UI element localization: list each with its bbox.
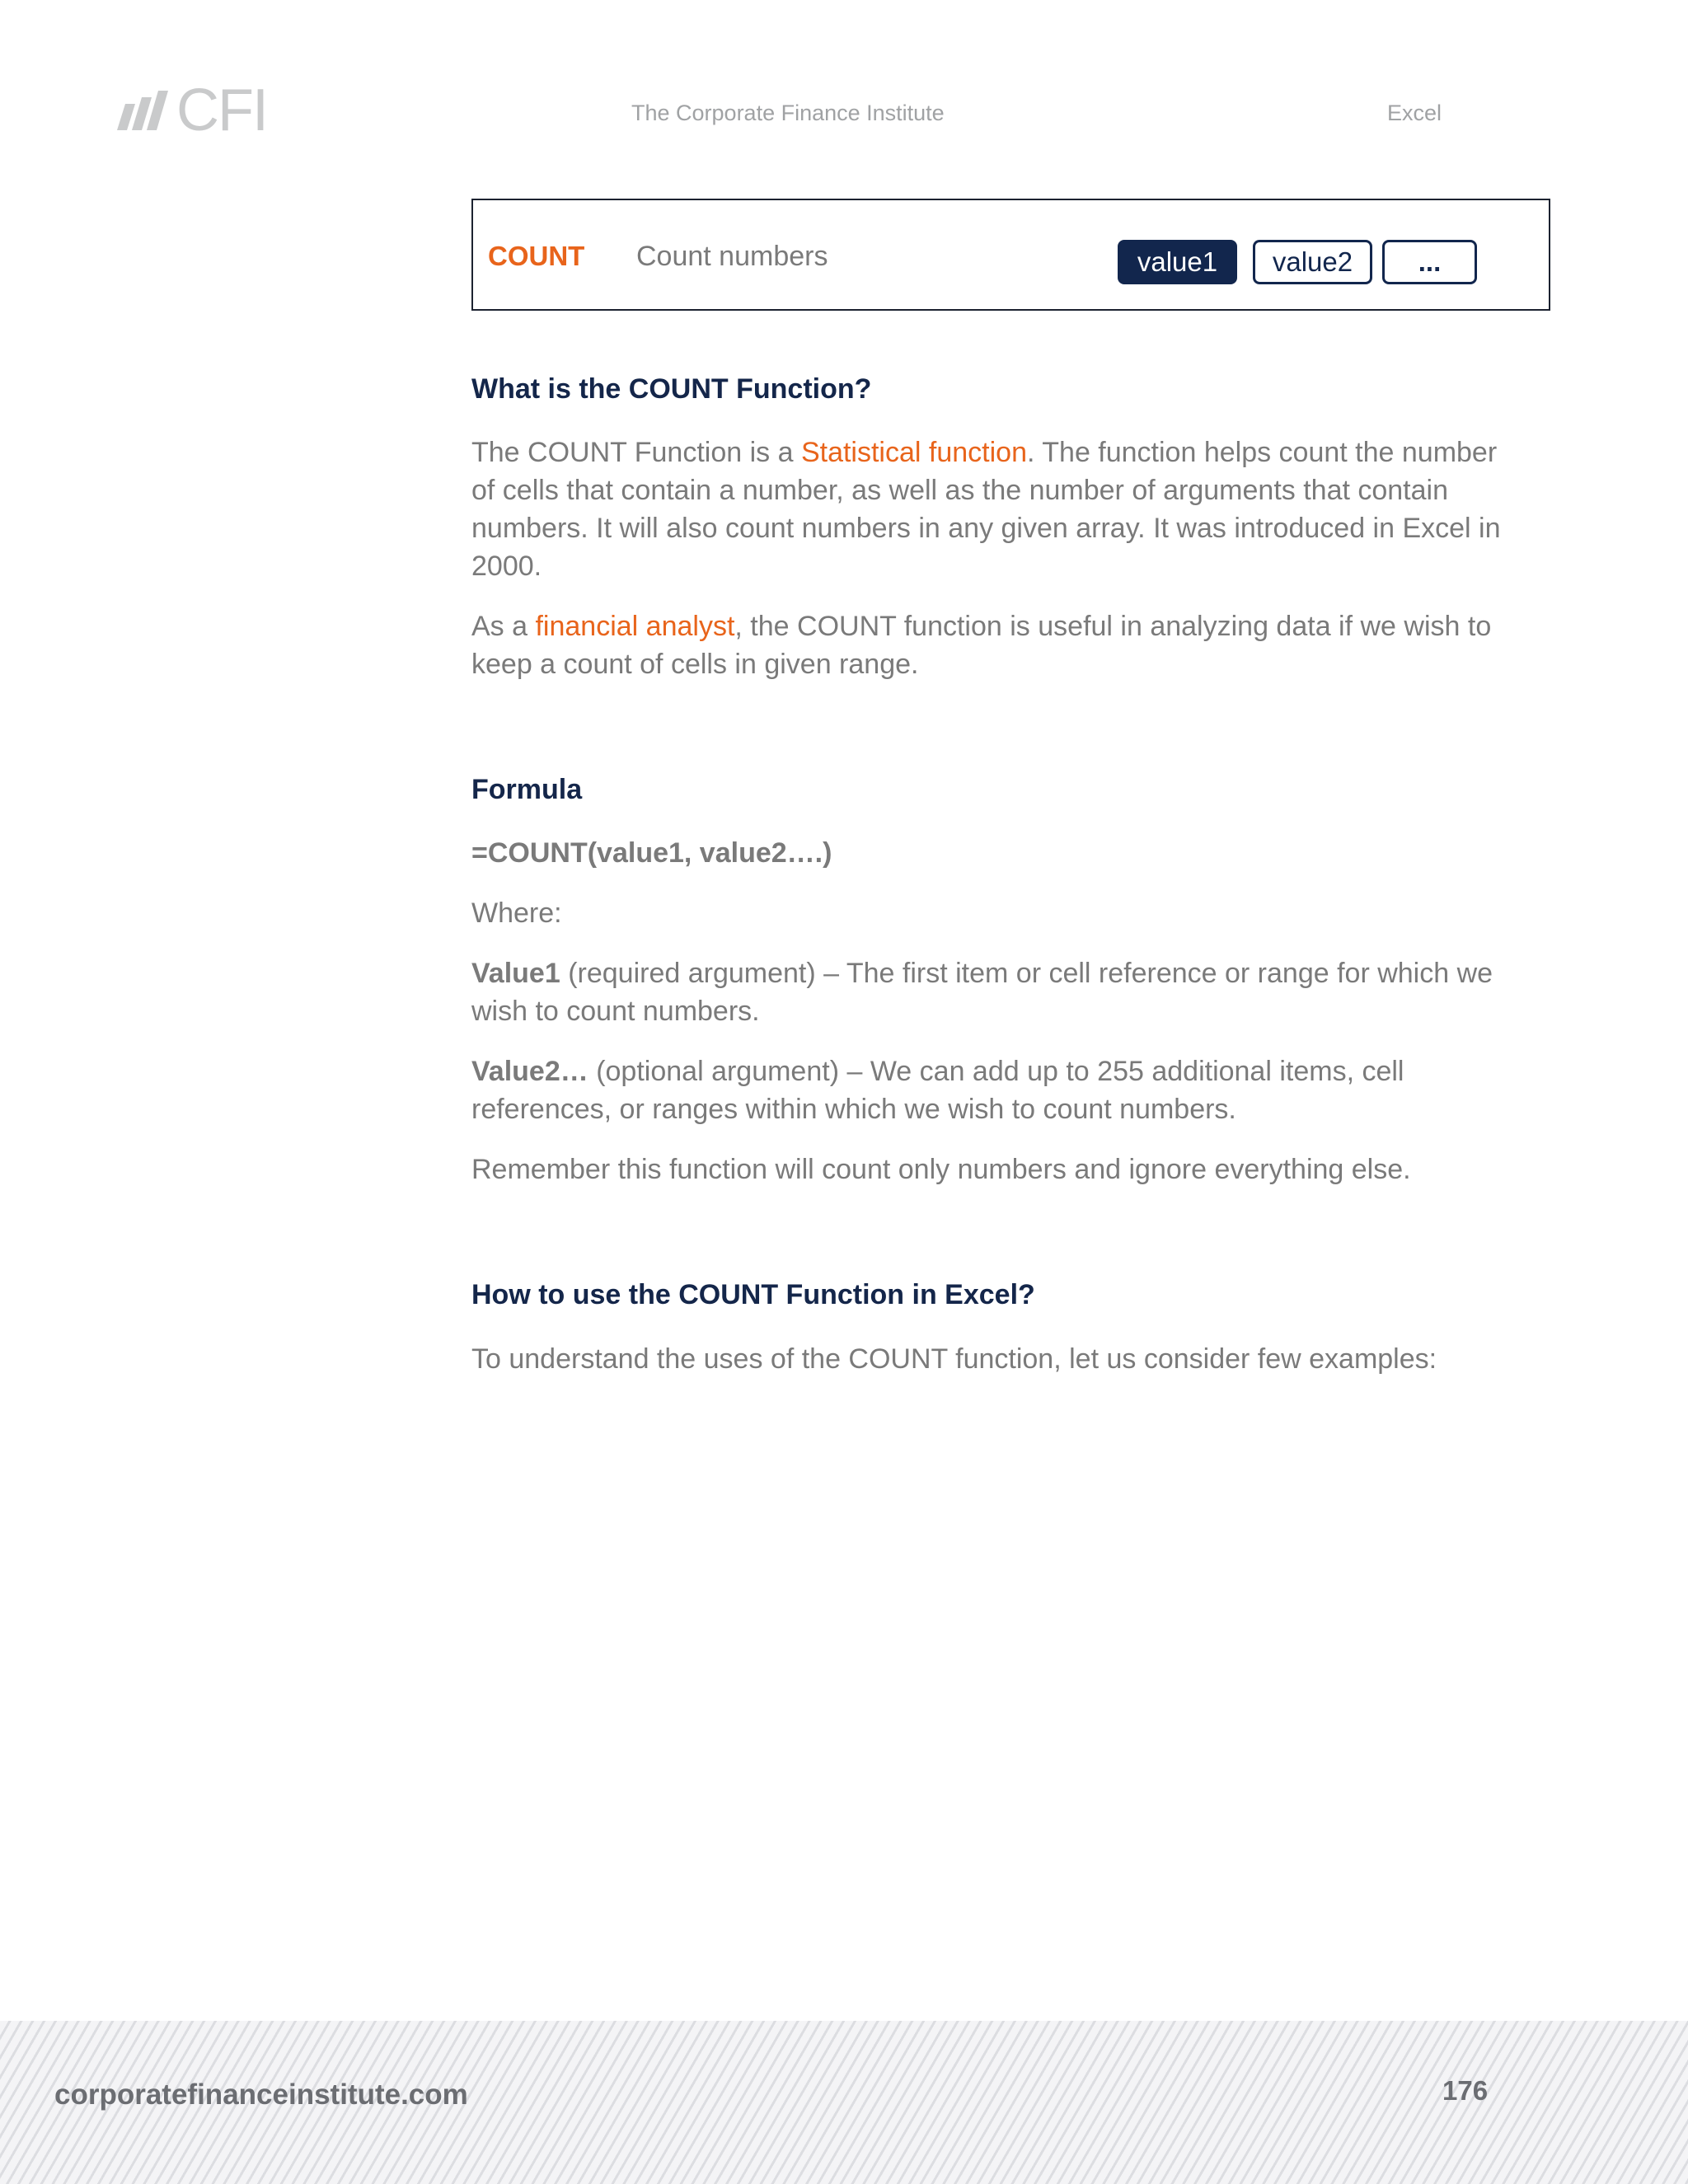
section-heading-how: How to use the COUNT Function in Excel? [471, 1279, 1035, 1311]
intro-text-after: . The function helps count the number of cells that contain a number, as well as the number of arguments that contain numbers. It will also count numbers in any given array. It was introduced in Excel in 2000. [471, 437, 1501, 583]
page-footer [0, 2021, 1688, 2184]
value1-term: Value1 [471, 958, 560, 990]
intro-text-before: The COUNT Function is a [471, 437, 801, 469]
section-heading-formula: Formula [471, 774, 583, 806]
header-institute-name: The Corporate Finance Institute [631, 101, 945, 125]
analyst-text-before: As a [471, 611, 536, 643]
logo-text: CFI [176, 77, 267, 143]
main-content [471, 371, 1502, 1400]
function-name: COUNT [488, 241, 585, 271]
section-spacer [471, 1211, 1502, 1277]
analyst-text-after: , the COUNT function is useful in analyzing data if we wish to keep a count of cells in given range. [471, 611, 1492, 681]
analyst-paragraph [471, 607, 1502, 683]
intro-paragraph [471, 434, 1502, 585]
page-number: 176 [1442, 2075, 1489, 2106]
value2-term: Value2… [471, 1056, 588, 1088]
statistical-function-link[interactable]: Statistical function [800, 437, 1027, 469]
cfi-logo [114, 77, 267, 143]
where-label: Where: [471, 898, 562, 930]
cfi-logo-mark-icon [114, 87, 171, 134]
page-header [0, 0, 1688, 165]
value2-description: (optional argument) – We can add up to 255 additional items, cell references, or ranges within which we wish to count numbers. [471, 1056, 1404, 1126]
argument-chip-more: ... [1382, 240, 1477, 284]
value2-definition [471, 1052, 1502, 1128]
argument-chip-value1: value1 [1118, 240, 1237, 284]
section-heading-what: What is the COUNT Function? [471, 373, 872, 405]
footer-website-url[interactable]: corporatefinanceinstitute.com [54, 2079, 468, 2111]
section-spacer [471, 705, 1502, 771]
value1-definition [471, 954, 1502, 1030]
header-category: Excel [1387, 101, 1442, 125]
function-description: Count numbers [636, 241, 828, 272]
formula-syntax: =COUNT(value1, value2….) [471, 837, 832, 869]
function-summary-box [471, 199, 1550, 311]
remember-note: Remember this function will count only numbers and ignore everything else. [471, 1154, 1411, 1186]
financial-analyst-link[interactable]: financial analyst [535, 611, 735, 643]
value1-description: (required argument) – The first item or cell reference or range for which we wish to count numbers. [471, 958, 1493, 1028]
examples-intro: To understand the uses of the COUNT function, let us consider few examples: [471, 1343, 1437, 1375]
argument-chip-value2: value2 [1253, 240, 1372, 284]
